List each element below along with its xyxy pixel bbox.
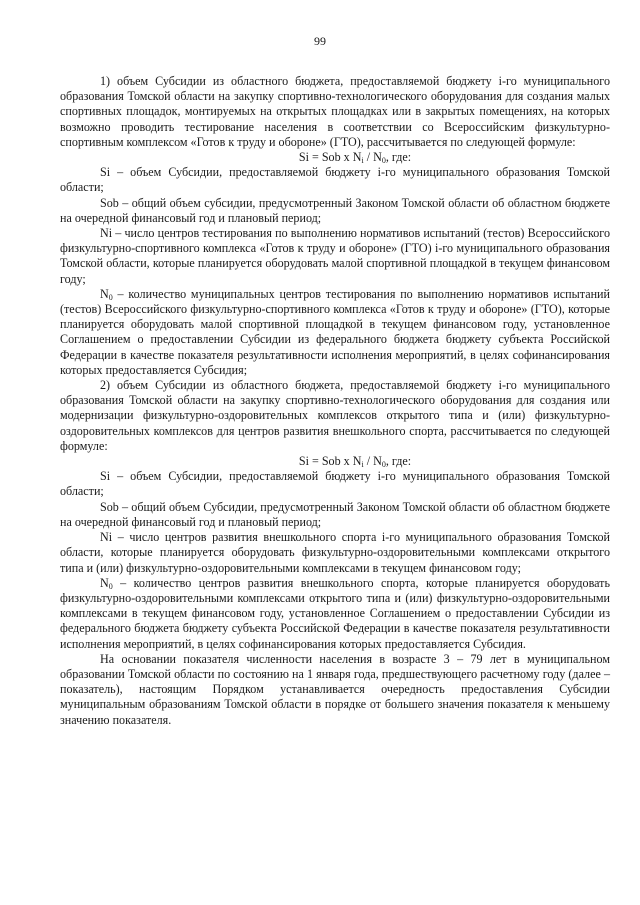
- section2-intro: 2) объем Субсидии из областного бюджета, предоставляемой бюджету i-го муниципального образования Томской области на закупку спортивно-технологического оборудования для создания или модернизации физкультурно-оздоровительных комплексов открытого типа и (или) физкультурно-оздоровительных комплексов для центров развития внешкольного спорта, рассчитывается по следующей формуле:: [60, 378, 610, 453]
- section1-def-n0: [60, 287, 610, 378]
- section1-def-sob: Sob – общий объем субсидии, предусмотренный Законом Томской области об областном бюджете на очередной финансовый год и плановый период;: [60, 195, 610, 225]
- section2-def-sob: Sob – общий объем Субсидии, предусмотренный Законом Томской области об областном бюджете на очередной финансовый год и плановый период;: [60, 499, 610, 529]
- def-n0-subscript: 0: [108, 581, 113, 591]
- formula-sub-i: i: [361, 460, 364, 470]
- closing-paragraph: На основании показателя численности населения в возрасте 3 – 79 лет в муниципальном образовании Томской области по состоянию на 1 января года, предшествующего расчетному году (далее – показатель), настоящим Порядком устанавливается очередность предоставления Субсидии муниципальным образованиям Томской области в порядке от большего значения показателя к меньшему значению показателя.: [60, 651, 610, 727]
- section2-formula: [60, 454, 610, 469]
- formula-sub-i: i: [361, 156, 364, 166]
- def-n0-symbol: N: [100, 286, 109, 301]
- formula-suffix: , где:: [385, 454, 412, 469]
- section1-def-ni: Ni – число центров тестирования по выполнению нормативов испытаний (тестов) Всероссийского физкультурно-спортивного комплекса «Готов к труду и обороне» (ГТО) i-го муниципального образования Томской области, которые планируется оборудовать малой спортивной площадкой в текущем финансовом году;: [60, 226, 610, 286]
- section1-def-si: Si – объем Субсидии, предоставляемой бюджету i-го муниципального образования Томской области;: [60, 165, 610, 195]
- formula-prefix: Si = Sob x N: [298, 150, 362, 165]
- section2-def-ni: Ni – число центров развития внешкольного спорта i-го муниципального образования Томской области, которые планируется оборудовать физкультурно-оздоровительными комплексами открытого типа и (или) физкультурно-оздоровительными комплексами в текущем финансовом году;: [60, 530, 610, 575]
- formula-suffix: , где:: [385, 150, 412, 165]
- section2-def-n0: [60, 576, 610, 652]
- def-n0-text: – количество муниципальных центров тестирования по выполнению нормативов испытаний (тестов) Всероссийского физкультурно-спортивного комплекса «Готов к труду и обороне» (ГТО), которые планируется оборудовать малой спортивной площадкой в текущем финансовом году, установленное Соглашением о предоставлении Субсидии из федерального бюджета бюджету субъекта Российской Федерации в качестве показателя результативности исполнения мероприятий, в целях софинансирования которых предоставляется Субсидия;: [60, 286, 610, 377]
- page-number: 99: [314, 34, 326, 48]
- section2-def-si: Si – объем Субсидии, предоставляемой бюджету i-го муниципального образования Томской области;: [60, 469, 610, 499]
- section1-formula: [60, 150, 610, 165]
- section1-intro: 1) объем Субсидии из областного бюджета, предоставляемой бюджету i-го муниципального образования Томской области на закупку спортивно-технологического оборудования для создания малых спортивных площадок, монтируемых на открытых площадках или в закрытых помещениях, на которых возможно проводить тестирование населения в соответствии со Всероссийским физкультурно-спортивным комплексом «Готов к труду и обороне» (ГТО), рассчитывается по следующей формуле:: [60, 74, 610, 149]
- document-body: [60, 74, 610, 728]
- def-n0-text: – количество центров развития внешкольного спорта, которые планируется оборудовать физкультурно-оздоровительными комплексами открытого типа и (или) физкультурно-оздоровительными комплексами в текущем финансовом году, установленное Соглашением о предоставлении Субсидии из федерального бюджета бюджету субъекта Российской Федерации в качестве показателя результативности исполнения мероприятий, в целях софинансирования которых предоставляется Субсидия.: [60, 575, 610, 651]
- def-n0-subscript: 0: [108, 292, 113, 302]
- formula-prefix: Si = Sob x N: [298, 454, 362, 469]
- formula-mid: / N: [363, 150, 382, 165]
- formula-mid: / N: [363, 454, 382, 469]
- formula-sub-0: 0: [381, 460, 386, 470]
- def-n0-symbol: N: [100, 575, 109, 590]
- formula-sub-0: 0: [381, 156, 386, 166]
